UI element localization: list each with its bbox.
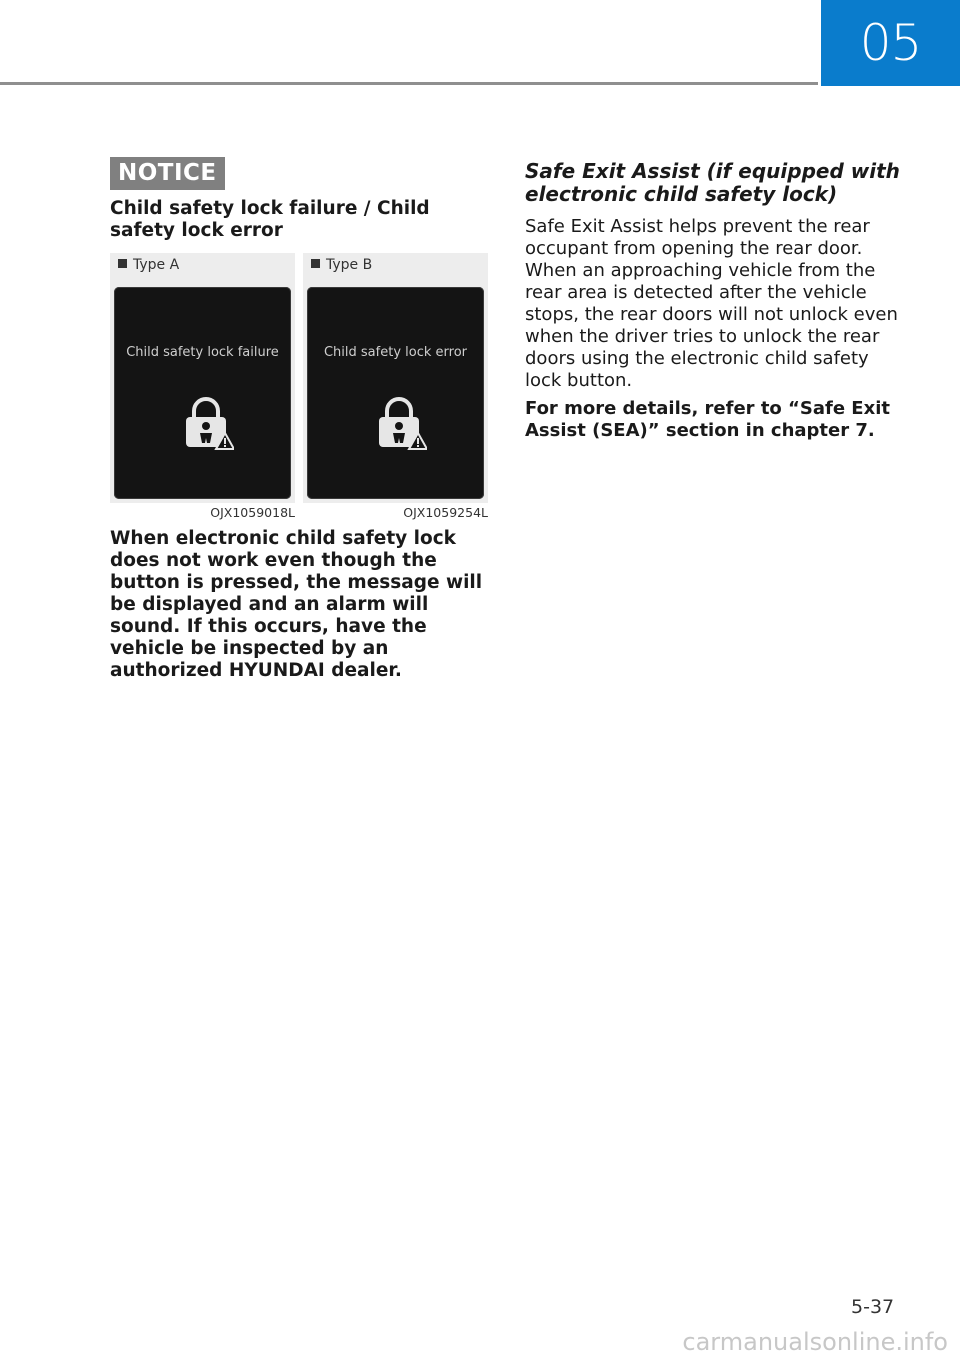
section-column (525, 160, 905, 442)
bullet-square-icon (311, 259, 320, 268)
notice-body: When electronic child safety lock does not work even though the button is pressed, the message will be displayed and an alarm will sound. If this occurs, have the vehicle be inspected by an authorized HYUNDAI dealer. (110, 528, 483, 681)
figure-row (110, 253, 488, 520)
notice-title: Child safety lock failure / Child safety lock error (110, 198, 430, 241)
notice-column (110, 157, 488, 682)
figure-code: OJX1059254L (403, 505, 488, 520)
bullet-square-icon (118, 259, 127, 268)
section-reference: For more details, refer to “Safe Exit Assist (SEA)” section in chapter 7. (525, 398, 890, 441)
page-number: 5-37 (851, 1296, 895, 1318)
figure-type-label: Type A (118, 257, 179, 273)
figure-type-label: Type B (311, 257, 372, 273)
cluster-screen (307, 287, 484, 499)
cluster-screen (114, 287, 291, 499)
child-lock-warning-icon (371, 395, 427, 451)
chapter-tab: 05 (821, 0, 960, 86)
notice-badge: NOTICE (110, 157, 225, 190)
figure-type-b (303, 253, 488, 520)
child-lock-warning-icon (178, 395, 234, 451)
section-heading: Safe Exit Assist (if equipped with electronic child safety lock) (525, 159, 900, 206)
figure-frame (110, 253, 295, 503)
figure-type-a (110, 253, 295, 520)
watermark: carmanualsonline.info (682, 1328, 948, 1356)
figure-code: OJX1059018L (210, 505, 295, 520)
screen-message: Child safety lock failure (126, 345, 279, 360)
figure-frame (303, 253, 488, 503)
header-rule (0, 82, 818, 85)
screen-message: Child safety lock error (323, 345, 467, 360)
section-body: Safe Exit Assist helps prevent the rear occupant from opening the rear door. When an approaching vehicle from the rear area is detected after the vehicle stops, the rear doors will not unlock even when the driver tries to unlock the rear doors using the electronic child safety lock button. (525, 216, 898, 391)
